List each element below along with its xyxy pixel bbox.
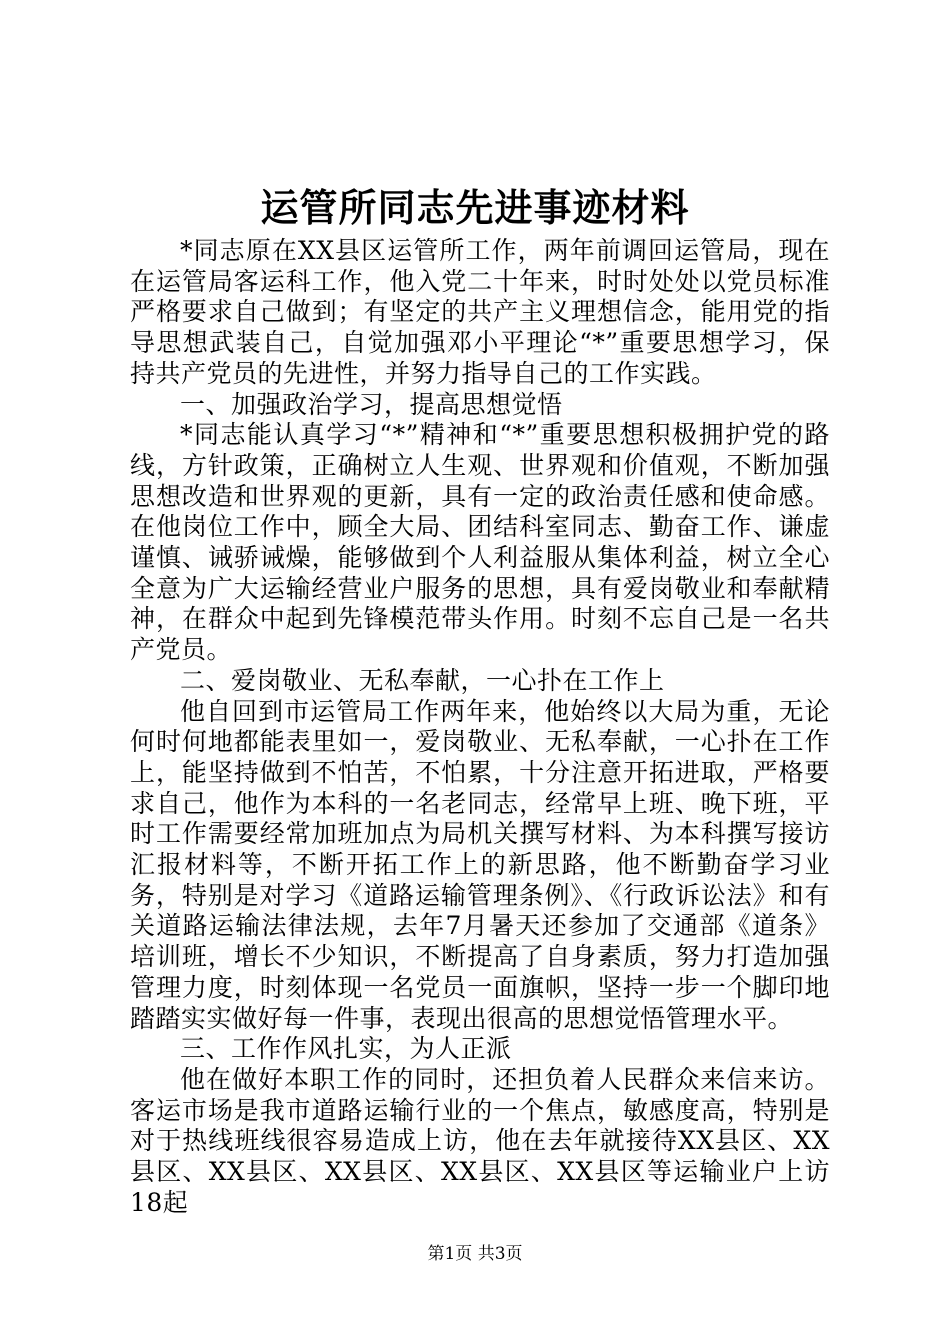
section-heading-3: 三、工作作风扎实，为人正派 <box>180 1034 512 1064</box>
paragraph-intro: *同志原在XX县区运管所工作，两年前调回运管局，现在在运管局客运科工作，他入党二十年来，时时处处以党员标准严格要求自己做到；有坚定的共产主义理想信念，能用党的指导思想武装自己，自觉加强邓小平理论“*”重要思想学习，保持共产党员的先进性，并努力指导自己的工作实践。 <box>130 236 830 388</box>
document-body <box>130 236 830 1219</box>
section-heading-1: 一、加强政治学习，提高思想觉悟 <box>180 389 563 419</box>
paragraph-section-1: *同志能认真学习“*”精神和“*”重要思想积极拥护党的路线，方针政策，正确树立人生观、世界观和价值观，不断加强思想改造和世界观的更新，具有一定的政治责任感和使命感。在他岗位工作中，顾全大局、团结科室同志、勤奋工作、谦虚谨慎、诫骄诫燥，能够做到个人利益服从集体利益，树立全心全意为广大运输经营业户服务的思想，具有爱岗敬业和奉献精神，在群众中起到先锋模范带头作用。时刻不忘自己是一名共产党员。 <box>130 420 830 665</box>
document-title: 运管所同志先进事迹材料 <box>260 185 690 230</box>
section-heading-2: 二、爱岗敬业、无私奉献，一心扑在工作上 <box>180 665 665 695</box>
page-footer: 第1页 共3页 <box>427 1244 523 1264</box>
paragraph-section-3: 他在做好本职工作的同时，还担负着人民群众来信来访。客运市场是我市道路运输行业的一个焦点，敏感度高，特别是对于热线班线很容易造成上访，他在去年就接待XX县区、XX县区、XX县区、XX县区、XX县区、XX县区等运输业户上访18起 <box>130 1064 830 1217</box>
paragraph-section-2: 他自回到市运管局工作两年来，他始终以大局为重，无论何时何地都能表里如一，爱岗敬业、无私奉献，一心扑在工作上，能坚持做到不怕苦，不怕累，十分注意开拓进取，严格要求自己，他作为本科的一名老同志，经常早上班、晚下班，平时工作需要经常加班加点为局机关撰写材料、为本科撰写接访汇报材料等，不断开拓工作上的新思路，他不断勤奋学习业务，特别是对学习《道路运输管理条例》、《行政诉讼法》和有关道路运输法律法规，去年7月暑天还参加了交通部《道条》培训班，增长不少知识，不断提高了自身素质，努力打造加强管理力度，时刻体现一名党员一面旗帜，坚持一步一个脚印地踏踏实实做好每一件事，表现出很高的思想觉悟管理水平。 <box>130 696 830 1033</box>
